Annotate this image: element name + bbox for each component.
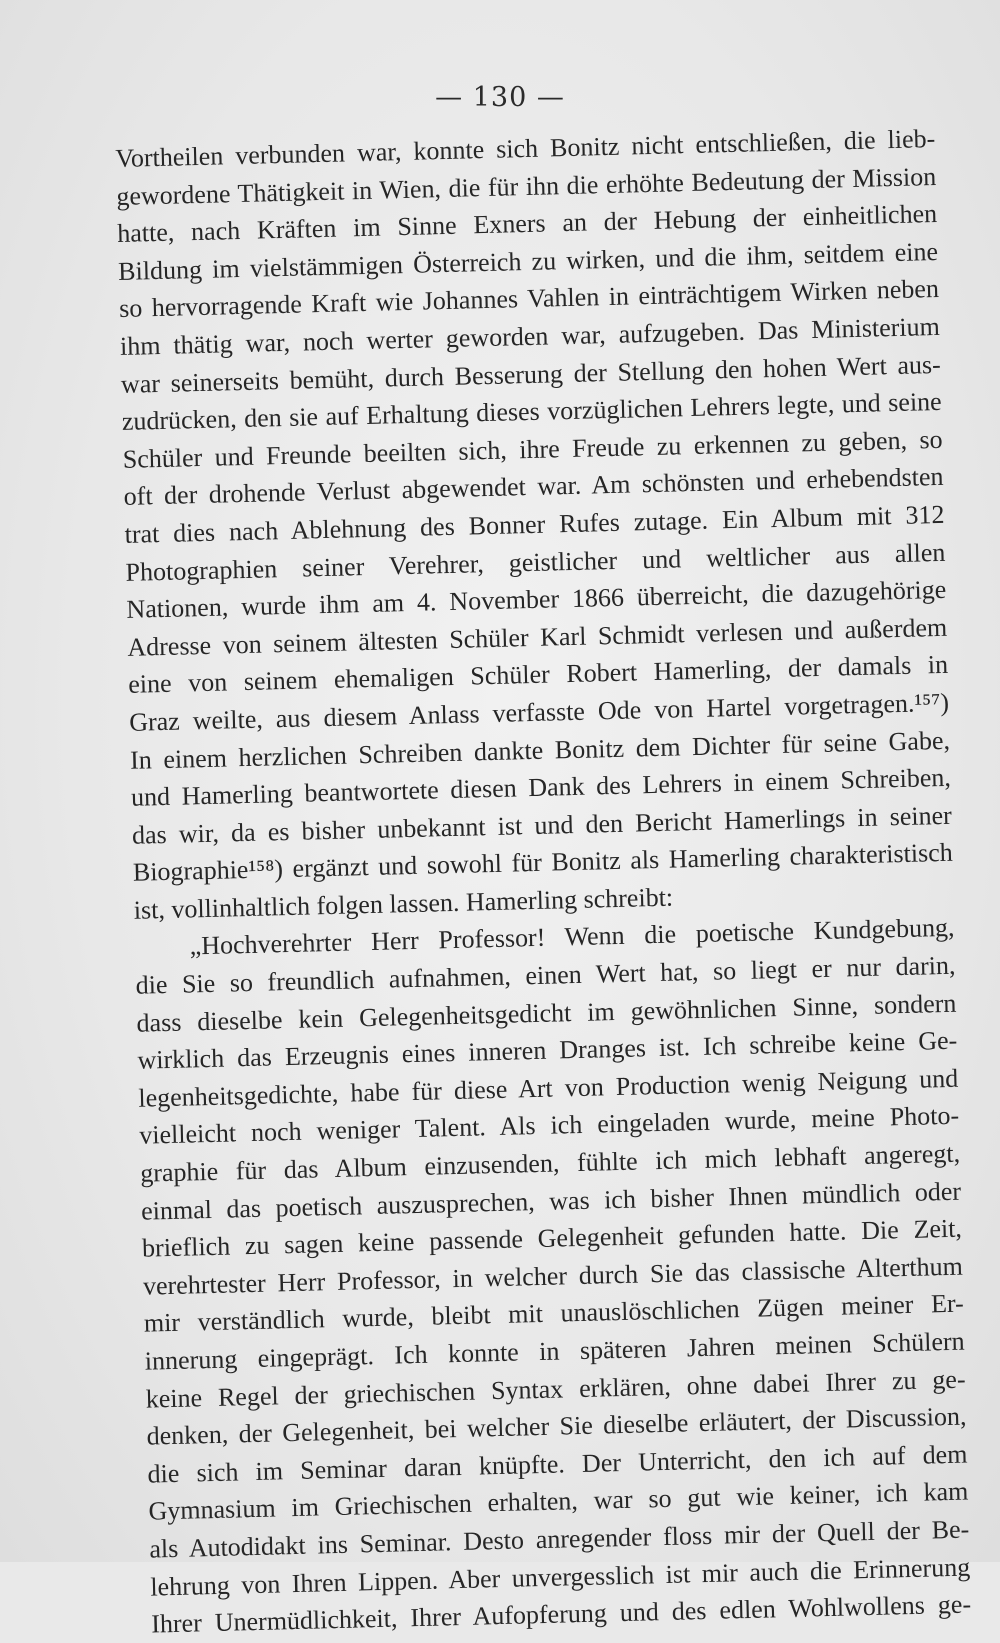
text-line-38: als Autodidakt ins Seminar. Desto anregender floss mir der Quell der Be- — [149, 1514, 970, 1564]
text-line-22: „Hochverehrter Herr Professor! Wenn die poetische Kundgebung, — [189, 913, 955, 961]
text-line-6: ihm thätig war, noch werter geworden war, aufzugeben. Das Ministerium — [119, 311, 941, 361]
text-line-16: Graz weilte, aus diesem Anlass verfasste Ode von Hartel vorgetragen.¹⁵⁷) — [128, 687, 950, 737]
text-line-10: oft der drohende Verlust abgewendet war. Am schönsten und erhebendsten — [123, 462, 944, 512]
text-line-12: Photographien seiner Verehrer, geistlicher und weltlicher aus allen — [125, 537, 946, 587]
text-line-18: und Hamerling beantwortete diesen Dank des Lehrers in einem Schreiben, — [130, 762, 952, 812]
text-line-2: gewordene Thätigkeit in Wien, die für ihn die erhöhte Bedeutung der Mission — [116, 161, 937, 211]
text-line-31: verehrtester Herr Professor, in welcher durch Sie das classische Alterthum — [142, 1251, 964, 1301]
text-line-33: innerung eingeprägt. Ich konnte in späteren Jahren meinen Schülern — [144, 1326, 965, 1376]
text-line-23: die Sie so freundlich aufnahmen, einen Wert hat, so liegt er nur darin, — [135, 950, 956, 1000]
text-line-8: zudrücken, den sie auf Erhaltung dieses vorzüglichen Lehrers legte, und seine — [121, 387, 942, 437]
text-line-19: das wir, da es bisher unbekannt ist und den Bericht Hamerlings in seiner — [131, 800, 953, 850]
page-number: — 130 — — [435, 82, 565, 113]
text-line-4: Bildung im vielstämmigen Österreich zu wirken, und die ihm, seitdem eine — [117, 236, 939, 286]
text-line-26: legenheitsgedichte, habe für diese Art von Production wenig Neigung und — [138, 1063, 959, 1113]
text-line-36: die sich im Seminar daran knüpfte. Der Unterricht, den ich auf dem — [147, 1439, 968, 1489]
text-line-37: Gymnasium im Griechischen erhalten, war so gut wie keiner, ich kam — [148, 1476, 969, 1526]
text-line-17: In einem herzlichen Schreiben dankte Bonitz dem Dichter für seine Gabe, — [129, 725, 951, 775]
text-line-15: eine von seinem ehemaligen Schüler Robert Hamerling, der damals in — [127, 650, 949, 700]
text-line-21: ist, vollinhaltlich folgen lassen. Hamerling schreibt: — [133, 882, 674, 925]
text-line-20: Biographie¹⁵⁸) ergänzt und sowohl für Bonitz als Hamerling charakteristisch — [132, 838, 954, 888]
text-line-14: Adresse von seinem ältesten Schüler Karl Schmidt verlesen und außerdem — [127, 612, 948, 662]
text-line-34: keine Regel der griechischen Syntax erklären, ohne dabei Ihrer zu ge- — [145, 1364, 966, 1414]
text-line-24: dass dieselbe kein Gelegenheitsgedicht im gewöhnlichen Sinne, sondern — [136, 988, 957, 1038]
text-line-29: einmal das poetisch auszusprechen, was ich bisher Ihnen mündlich oder — [140, 1176, 962, 1226]
text-line-7: war seinerseits bemüht, durch Besserung der Stellung den hohen Wert aus- — [120, 349, 942, 399]
text-line-28: graphie für das Album einzusenden, fühlte ich mich lebhaft angeregt, — [139, 1138, 961, 1188]
text-line-25: wirklich das Erzeugnis eines inneren Dranges ist. Ich schreibe keine Ge- — [137, 1025, 958, 1075]
text-line-11: trat dies nach Ablehnung des Bonner Rufes zutage. Ein Album mit 312 — [124, 499, 945, 549]
text-line-9: Schüler und Freunde beeilten sich, ihre Freude zu erkennen zu geben, so — [122, 424, 943, 474]
text-line-30: brieflich zu sagen keine passende Gelegenheit gefunden hatte. Die Zeit, — [141, 1213, 963, 1263]
text-line-3: hatte, nach Kräften im Sinne Exners an der Hebung der einheitlichen — [116, 199, 938, 249]
text-line-27: vielleicht noch weniger Talent. Als ich eingeladen wurde, meine Photo- — [138, 1101, 960, 1151]
text-line-13: Nationen, wurde ihm am 4. November 1866 überreicht, die dazugehörige — [126, 574, 947, 624]
body-text — [115, 120, 971, 1643]
text-line-32: mir verständlich wurde, bleibt mit unauslöschlichen Zügen meiner Er- — [143, 1289, 965, 1339]
text-line-35: denken, der Gelegenheit, bei welcher Sie dieselbe erläutert, der Discussion, — [146, 1401, 967, 1451]
text-line-40: Ihrer Unermüdlichkeit, Ihrer Aufopferung und des edlen Wohlwollens ge- — [150, 1589, 972, 1639]
text-line-1: Vortheilen verbunden war, konnte sich Bonitz nicht entschließen, die lieb- — [115, 123, 936, 173]
text-line-5: so hervorragende Kraft wie Johannes Vahlen in einträchtigem Wirken neben — [118, 274, 940, 324]
text-line-39: lehrung von Ihren Lippen. Aber unvergesslich ist mir auch die Erinnerung — [150, 1552, 971, 1602]
